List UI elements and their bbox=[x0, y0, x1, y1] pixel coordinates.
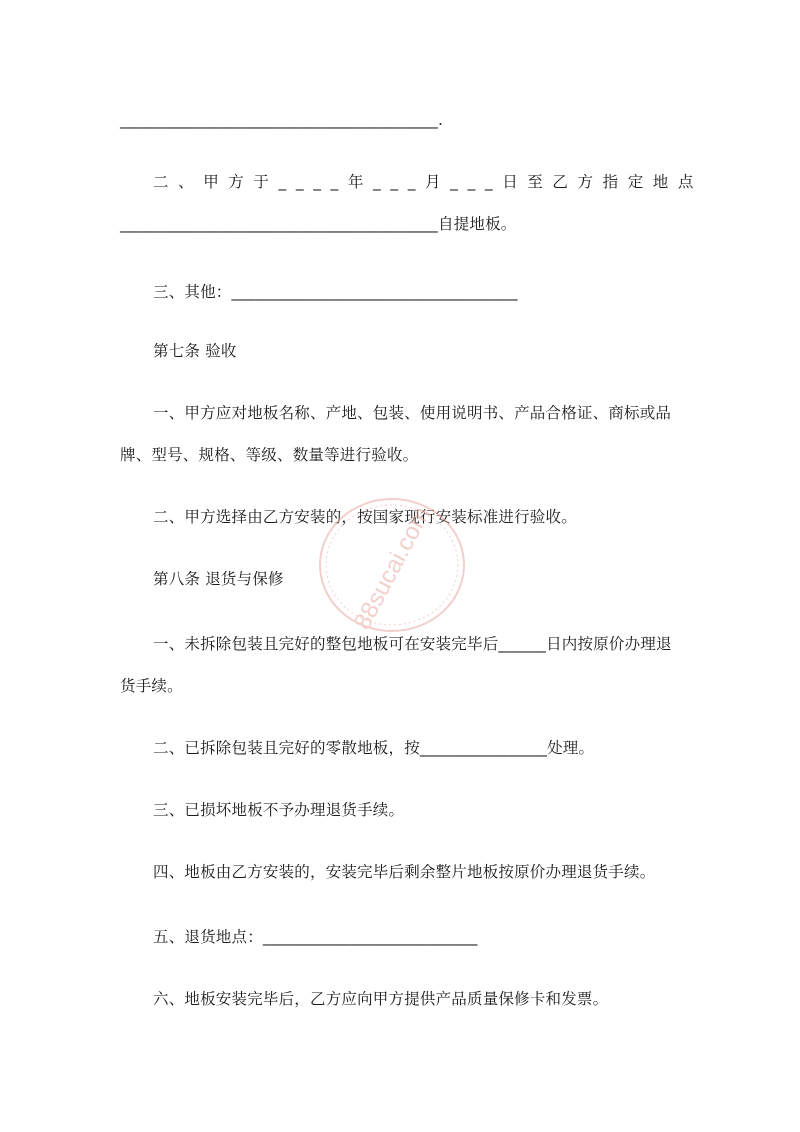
article-8-item-3: 三、已损坏地板不予办理退货手续。 bbox=[153, 801, 405, 819]
clause-2-delivery-date: 二、甲方于____年___月___日至乙方指定地点 bbox=[153, 173, 704, 191]
watermark-text: 88sucai.com bbox=[348, 502, 436, 635]
clause-2-delivery-place: ________________________________________自提地板。 bbox=[120, 215, 517, 233]
article-7-item-1-line-1: 一、甲方应对地板名称、产地、包装、使用说明书、产品合格证、商标或品 bbox=[153, 404, 672, 422]
article-7-item-2: 二、甲方选择由乙方安装的，按国家现行安装标准进行验收。 bbox=[153, 508, 577, 526]
article-7-item-1-line-2: 牌、型号、规格、等级、数量等进行验收。 bbox=[120, 446, 419, 464]
blank-line-end: ________________________________________. bbox=[120, 111, 444, 129]
article-8-item-4: 四、地板由乙方安装的，安装完毕后剩余整片地板按原价办理退货手续。 bbox=[153, 863, 656, 881]
article-8-item-2: 二、已拆除包装且完好的零散地板，按________________处理。 bbox=[153, 739, 595, 757]
clause-3-other: 三、其他：____________________________________ bbox=[153, 283, 518, 301]
article-8-item-1-line-1: 一、未拆除包装且完好的整包地板可在安装完毕后______日内按原价办理退 bbox=[153, 635, 672, 653]
article-7-heading: 第七条 验收 bbox=[153, 342, 237, 360]
article-8-item-6: 六、地板安装完毕后，乙方应向甲方提供产品质量保修卡和发票。 bbox=[153, 990, 609, 1008]
article-8-item-1-line-2: 货手续。 bbox=[120, 677, 183, 695]
article-8-heading: 第八条 退货与保修 bbox=[153, 570, 284, 588]
article-8-item-5: 五、退货地点：___________________________ bbox=[153, 928, 478, 946]
